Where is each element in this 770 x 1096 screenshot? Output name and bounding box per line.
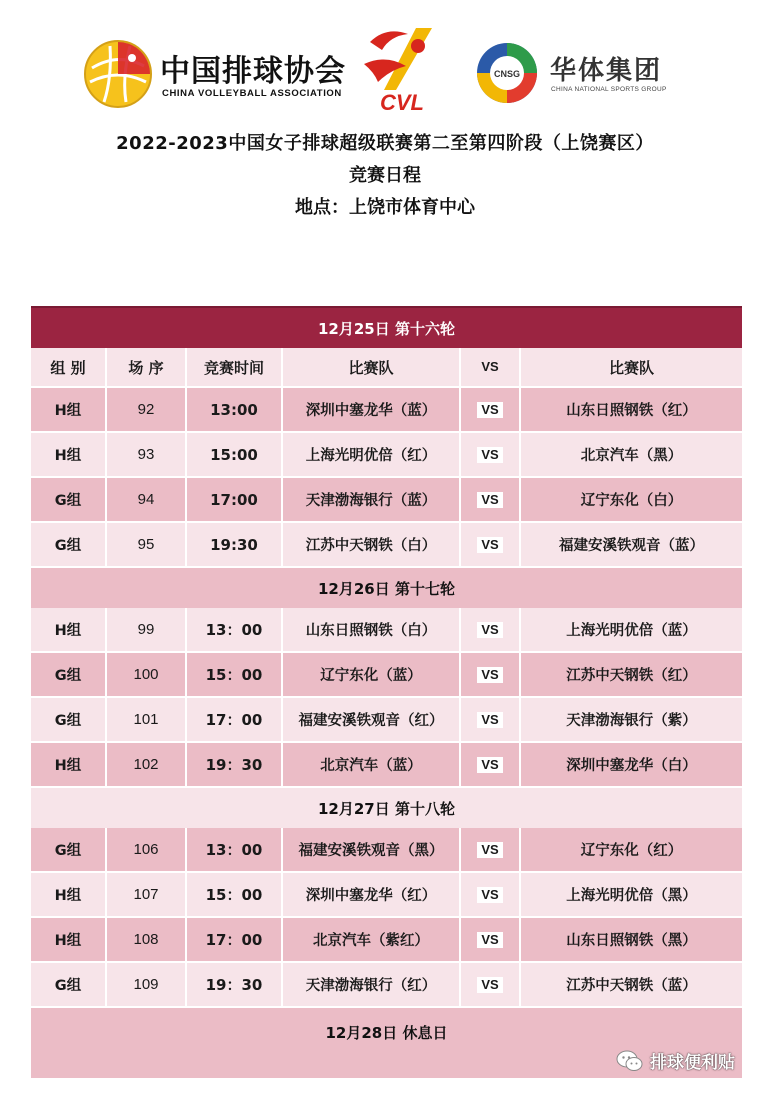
vs-label: VS bbox=[477, 622, 502, 638]
header-vs bbox=[461, 348, 521, 386]
vs-label: VS bbox=[477, 492, 502, 508]
round-header: 12月27日 第十八轮 bbox=[31, 788, 742, 828]
table-row bbox=[31, 433, 742, 478]
match-vs bbox=[461, 388, 521, 431]
match-team1: 辽宁东化（蓝） bbox=[283, 653, 461, 696]
match-group: H组 bbox=[31, 433, 107, 476]
table-row bbox=[31, 653, 742, 698]
match-vs bbox=[461, 523, 521, 566]
match-team1: 北京汽车（紫红） bbox=[283, 918, 461, 961]
match-group: G组 bbox=[31, 523, 107, 566]
vs-label: VS bbox=[481, 359, 499, 374]
cnsg-logo bbox=[474, 40, 694, 106]
match-time: 17：00 bbox=[187, 698, 283, 741]
logo-row bbox=[0, 24, 770, 116]
table-row bbox=[31, 918, 742, 963]
match-group: G组 bbox=[31, 828, 107, 871]
header-group: 组 别 bbox=[31, 348, 107, 386]
match-seq: 95 bbox=[107, 523, 187, 566]
match-vs bbox=[461, 653, 521, 696]
match-group: G组 bbox=[31, 963, 107, 1006]
match-team1: 上海光明优倍（红） bbox=[283, 433, 461, 476]
round-header: 12月25日 第十六轮 bbox=[31, 308, 742, 348]
table-row bbox=[31, 388, 742, 433]
match-team2: 辽宁东化（白） bbox=[580, 493, 683, 509]
venue-line: 地点：上饶市体育中心 bbox=[295, 197, 475, 218]
match-group: H组 bbox=[31, 608, 107, 651]
vs-label: VS bbox=[477, 712, 502, 728]
match-team1: 北京汽车（蓝） bbox=[283, 743, 461, 786]
cva-name-en: CHINA VOLLEYBALL ASSOCIATION bbox=[162, 88, 342, 99]
header-team2: 比赛队 bbox=[608, 358, 654, 377]
table-row bbox=[31, 743, 742, 788]
match-seq: 92 bbox=[107, 388, 187, 431]
match-team2: 天津渤海银行（紫） bbox=[566, 713, 697, 729]
table-row bbox=[31, 698, 742, 743]
match-time: 13:00 bbox=[187, 388, 283, 431]
table-row bbox=[31, 478, 742, 523]
table-row bbox=[31, 608, 742, 653]
match-vs bbox=[461, 963, 521, 1006]
match-seq: 94 bbox=[107, 478, 187, 521]
rest-day-row: 12月28日 休息日 bbox=[31, 1008, 742, 1078]
match-team2: 山东日照钢铁（红） bbox=[566, 403, 697, 419]
cva-name-cn: 中国排球协会 bbox=[160, 54, 346, 89]
match-team1: 江苏中天钢铁（白） bbox=[283, 523, 461, 566]
match-team1: 深圳中塞龙华（红） bbox=[283, 873, 461, 916]
match-seq: 93 bbox=[107, 433, 187, 476]
match-vs bbox=[461, 873, 521, 916]
match-team2: 北京汽车（黑） bbox=[580, 448, 683, 464]
match-seq: 101 bbox=[107, 698, 187, 741]
cnsg-name-cn: 华体集团 bbox=[550, 56, 663, 86]
match-team2: 江苏中天钢铁（红） bbox=[566, 668, 697, 684]
vs-label: VS bbox=[477, 447, 502, 463]
match-time: 17：00 bbox=[187, 918, 283, 961]
match-team2: 福建安溪铁观音（蓝） bbox=[559, 538, 704, 554]
cvl-wordmark: CVL bbox=[380, 90, 424, 115]
match-team2: 上海光明优倍（黑） bbox=[566, 888, 697, 904]
schedule-subtitle: 竞赛日程 bbox=[349, 165, 421, 186]
match-seq: 99 bbox=[107, 608, 187, 651]
cvl-logo bbox=[356, 24, 448, 116]
table-row bbox=[31, 873, 742, 918]
match-time: 19：30 bbox=[187, 963, 283, 1006]
cnsg-name-en: CHINA NATIONAL SPORTS GROUP bbox=[551, 86, 667, 93]
table-row bbox=[31, 523, 742, 568]
match-team2: 辽宁东化（红） bbox=[580, 843, 683, 859]
vs-label: VS bbox=[477, 402, 502, 418]
match-team1: 福建安溪铁观音（黑） bbox=[283, 828, 461, 871]
volleyball-emblem-icon bbox=[82, 38, 154, 110]
watermark bbox=[616, 1048, 735, 1073]
match-vs bbox=[461, 433, 521, 476]
match-group: H组 bbox=[31, 388, 107, 431]
table-row bbox=[31, 828, 742, 873]
round-header: 12月26日 第十七轮 bbox=[31, 568, 742, 608]
match-vs bbox=[461, 608, 521, 651]
match-time: 13：00 bbox=[187, 828, 283, 871]
match-group: G组 bbox=[31, 478, 107, 521]
match-time: 13：00 bbox=[187, 608, 283, 651]
match-time: 17:00 bbox=[187, 478, 283, 521]
match-vs bbox=[461, 828, 521, 871]
match-vs bbox=[461, 698, 521, 741]
match-seq: 108 bbox=[107, 918, 187, 961]
match-group: H组 bbox=[31, 873, 107, 916]
match-time: 15：00 bbox=[187, 653, 283, 696]
vs-label: VS bbox=[477, 537, 502, 553]
match-team1: 天津渤海银行（红） bbox=[283, 963, 461, 1006]
match-team2: 江苏中天钢铁（蓝） bbox=[566, 978, 697, 994]
vs-label: VS bbox=[477, 977, 502, 993]
match-team1: 山东日照钢铁（白） bbox=[283, 608, 461, 651]
match-group: G组 bbox=[31, 698, 107, 741]
title-block bbox=[0, 128, 770, 224]
match-seq: 100 bbox=[107, 653, 187, 696]
match-team1: 福建安溪铁观音（红） bbox=[283, 698, 461, 741]
watermark-text: 排球便利贴 bbox=[650, 1053, 735, 1073]
match-seq: 102 bbox=[107, 743, 187, 786]
match-team2: 深圳中塞龙华（白） bbox=[566, 758, 697, 774]
vs-label: VS bbox=[477, 887, 502, 903]
match-time: 15：00 bbox=[187, 873, 283, 916]
table-row bbox=[31, 963, 742, 1008]
header-team1: 比赛队 bbox=[283, 348, 461, 386]
vs-label: VS bbox=[477, 667, 502, 683]
schedule-table bbox=[31, 306, 742, 1078]
cnsg-badge-text: CNSG bbox=[493, 69, 521, 79]
column-header-row bbox=[31, 348, 742, 388]
vs-label: VS bbox=[477, 932, 502, 948]
match-group: H组 bbox=[31, 743, 107, 786]
header-seq: 场 序 bbox=[107, 348, 187, 386]
match-seq: 109 bbox=[107, 963, 187, 1006]
match-group: H组 bbox=[31, 918, 107, 961]
match-team1: 深圳中塞龙华（蓝） bbox=[283, 388, 461, 431]
match-vs bbox=[461, 918, 521, 961]
page-title: 2022-2023中国女子排球超级联赛第二至第四阶段（上饶赛区） bbox=[116, 133, 654, 154]
match-vs bbox=[461, 743, 521, 786]
match-team2: 山东日照钢铁（黑） bbox=[566, 933, 697, 949]
match-seq: 106 bbox=[107, 828, 187, 871]
match-team2: 上海光明优倍（蓝） bbox=[566, 623, 697, 639]
match-time: 15:00 bbox=[187, 433, 283, 476]
match-seq: 107 bbox=[107, 873, 187, 916]
match-team1: 天津渤海银行（蓝） bbox=[283, 478, 461, 521]
vs-label: VS bbox=[477, 757, 502, 773]
cva-logo bbox=[82, 38, 346, 110]
match-time: 19：30 bbox=[187, 743, 283, 786]
cnsg-emblem-icon bbox=[474, 40, 540, 106]
header-time: 竞赛时间 bbox=[187, 348, 283, 386]
match-group: G组 bbox=[31, 653, 107, 696]
match-time: 19:30 bbox=[187, 523, 283, 566]
match-vs bbox=[461, 478, 521, 521]
vs-label: VS bbox=[477, 842, 502, 858]
wechat-icon bbox=[616, 1049, 644, 1073]
